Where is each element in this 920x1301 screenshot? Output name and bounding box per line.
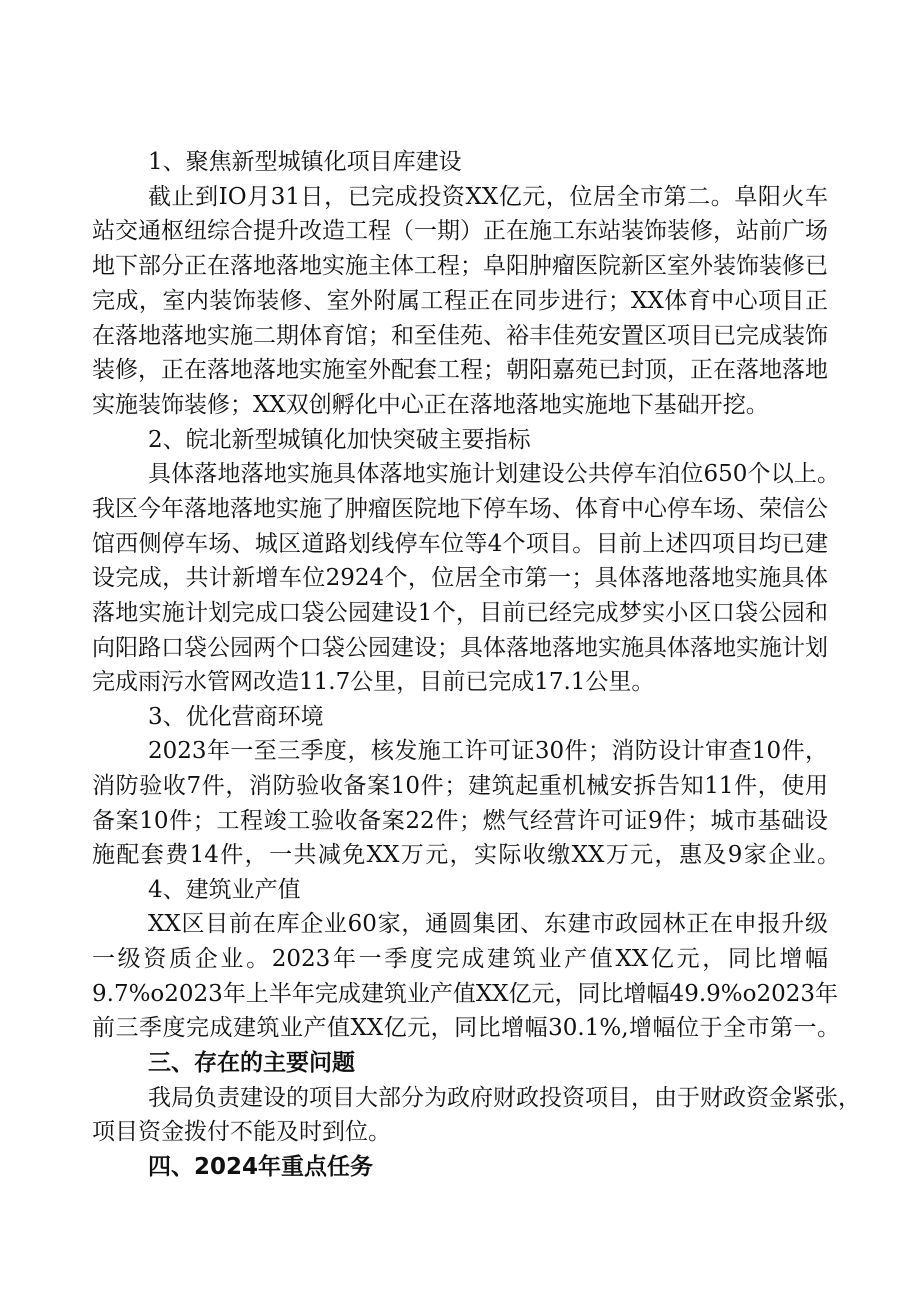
- paragraph-line: 一级资质企业。2023年一季度完成建筑业产值XX亿元，同比增幅: [92, 946, 828, 972]
- paragraph-line: 截止到IO月31日，已完成投资XX亿元，位居全市第二。阜阳火车: [148, 184, 828, 210]
- subheading-3: 3、优化营商环境: [148, 704, 324, 730]
- paragraph-line: 在落地落地实施二期体育馆；和至佳苑、裕丰佳苑安置区项目已完成装饰: [92, 323, 828, 349]
- paragraph-line: 备案10件；工程竣工验收备案22件；燃气经营许可证9件；城市基础设: [92, 808, 828, 834]
- paragraph-line: XX区目前在库企业60家，通圆集团、东建市政园林正在申报升级: [148, 911, 828, 937]
- paragraph-line: 项目资金拨付不能及时到位。: [92, 1119, 391, 1145]
- paragraph-line: 完成雨污水管网改造11.7公里，目前已完成17.1公里。: [92, 669, 655, 695]
- paragraph-line: 我局负责建设的项目大部分为政府财政投资项目，由于财政资金紧张，: [148, 1085, 861, 1111]
- section-heading-issues: 三、存在的主要问题: [148, 1050, 355, 1076]
- paragraph-line: 2023年一至三季度，核发施工许可证30件；消防设计审查10件，: [148, 738, 828, 764]
- paragraph-line: 馆西侧停车场、城区道路划线停车位等4个项目。目前上述四项目均已建: [92, 531, 828, 557]
- paragraph-line: 前三季度完成建筑业产值XX亿元，同比增幅30.1%,增幅位于全市第一。: [92, 1015, 840, 1041]
- paragraph-line: 具体落地落地实施具体落地实施计划建设公共停车泊位650个以上。: [148, 461, 840, 487]
- paragraph-line: 实施装饰装修；XX双创孵化中心正在落地落地实施地下基础开挖。: [92, 392, 769, 418]
- paragraph-line: 施配套费14件，一共减免XX万元，实际收缴XX万元，惠及9家企业。: [92, 842, 840, 868]
- paragraph-line: 我区今年落地落地实施了肿瘤医院地下停车场、体育中心停车场、荣信公: [92, 496, 828, 522]
- subheading-4: 4、建筑业产值: [148, 877, 301, 903]
- paragraph-line: 消防验收7件，消防验收备案10件；建筑起重机械安拆告知11件，使用: [92, 773, 828, 799]
- paragraph-line: 站交通枢纽综合提升改造工程（一期）正在施工东站装饰装修，站前广场: [92, 218, 828, 244]
- paragraph-line: 地下部分正在落地落地实施主体工程；阜阳肿瘤医院新区室外装饰装修已: [92, 253, 828, 279]
- paragraph-line: 设完成，共计新增车位2924个，位居全市第一；具体落地落地实施具体: [92, 565, 828, 591]
- paragraph-line: 装修，正在落地落地实施室外配套工程；朝阳嘉苑已封顶，正在落地落地: [92, 357, 828, 383]
- subheading-2: 2、皖北新型城镇化加快突破主要指标: [148, 427, 531, 453]
- subheading-1: 1、聚焦新型城镇化项目库建设: [148, 149, 462, 175]
- section-heading-tasks: 四、2024年重点任务: [148, 1154, 374, 1180]
- paragraph-line: 向阳路口袋公园两个口袋公园建设；具体落地落地实施具体落地实施计划: [92, 635, 828, 661]
- paragraph-line: 落地实施计划完成口袋公园建设1个，目前已经完成梦实小区口袋公园和: [92, 600, 828, 626]
- paragraph-line: 9.7%o2023年上半年完成建筑业产值XX亿元，同比增幅49.9%o2023年: [92, 981, 839, 1007]
- paragraph-line: 完成，室内装饰装修、室外附属工程正在同步进行；XX体育中心项目正: [92, 288, 828, 314]
